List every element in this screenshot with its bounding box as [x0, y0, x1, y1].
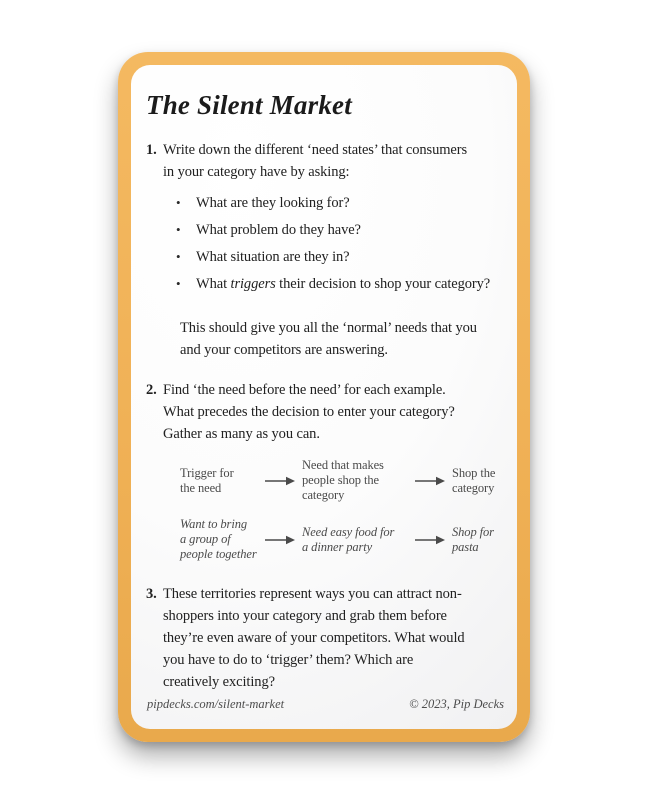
bullet-dot: •	[176, 195, 181, 210]
note-paragraph	[180, 317, 490, 361]
diagram-line: people together	[180, 547, 257, 561]
diagram-line: people shop the	[302, 473, 379, 487]
step-3-line: These territories represent ways you can attract non-	[163, 586, 462, 602]
step-1-line: in your category have by asking:	[163, 164, 350, 180]
diagram-line: the need	[180, 480, 222, 495]
arrow-icon	[258, 476, 302, 486]
bullet-text-post: their decision to shop your category?	[275, 276, 491, 292]
card-title: The Silent Market	[146, 90, 352, 120]
diagram-cell-need-example	[302, 525, 408, 555]
diagram-cell-trigger-example	[180, 517, 258, 562]
diagram-line: Need that makes	[302, 458, 384, 472]
diagram-line: Shop the category	[452, 465, 496, 495]
diagram-line: Shop for pasta	[452, 524, 494, 554]
step-3-text	[163, 583, 465, 693]
diagram-cell-need	[302, 458, 408, 503]
footer-copyright: © 2023, Pip Decks	[409, 697, 504, 711]
bullet-item	[176, 246, 490, 268]
bullet-text: What situation are they in?	[196, 249, 350, 265]
bullet-item	[176, 273, 490, 295]
diagram-row-example	[180, 517, 505, 562]
step-2	[146, 379, 505, 562]
diagram-line: Need easy food for	[302, 524, 395, 539]
step-1-text	[163, 139, 490, 361]
bullet-dot: •	[176, 222, 181, 237]
step-2-line: Gather as many as you can.	[163, 426, 320, 442]
note-line: and your competitors are answering.	[180, 342, 388, 358]
diagram-line: a dinner party	[302, 539, 373, 554]
bullet-item	[176, 192, 490, 214]
step-3-number: 3.	[146, 586, 157, 602]
bullet-item	[176, 219, 490, 241]
step-3-line: shoppers into your category and grab them before	[163, 608, 447, 624]
bullet-text-pre: What	[196, 276, 231, 292]
bullet-list	[176, 192, 490, 295]
bullet-text	[196, 273, 490, 295]
diagram-line: a group of	[180, 532, 231, 546]
diagram-line: Trigger for	[180, 465, 234, 480]
step-3	[146, 583, 505, 693]
bullet-text: What are they looking for?	[196, 195, 350, 211]
card-face	[131, 65, 517, 729]
note-line: This should give you all the ‘normal’ needs that you	[180, 320, 477, 336]
arrow-icon	[408, 476, 452, 486]
diagram-cell-trigger	[180, 466, 258, 496]
step-3-line: they’re even aware of your competitors. What would	[163, 630, 465, 646]
arrow-icon	[408, 535, 452, 545]
step-2-text	[163, 379, 505, 562]
diagram-cell-shop-example	[452, 525, 505, 555]
diagram-line: category	[302, 488, 345, 502]
step-3-line: you have to do to ‘trigger’ them? Which are	[163, 652, 414, 668]
step-1-line: Write down the different ‘need states’ that consumers	[163, 142, 468, 158]
footer-url: pipdecks.com/silent-market	[147, 697, 285, 711]
diagram-line: Want to bring	[180, 517, 247, 531]
need-flow-diagram	[180, 458, 505, 562]
step-2-number: 2.	[146, 382, 157, 398]
arrow-icon	[258, 535, 302, 545]
step-1	[146, 139, 505, 361]
diagram-cell-shop	[452, 466, 505, 496]
step-3-line: creatively exciting?	[163, 674, 275, 690]
step-2-line: What precedes the decision to enter your category?	[163, 404, 455, 420]
bullet-text-emphasis: triggers	[230, 276, 276, 292]
step-2-line: Find ‘the need before the need’ for each example.	[163, 382, 446, 398]
step-1-number: 1.	[146, 142, 157, 158]
bullet-dot: •	[176, 276, 181, 291]
bullet-dot: •	[176, 249, 181, 264]
tactic-card	[118, 52, 530, 742]
diagram-row-generic	[180, 458, 505, 503]
card-footer	[146, 697, 505, 713]
bullet-text: What problem do they have?	[196, 222, 361, 238]
